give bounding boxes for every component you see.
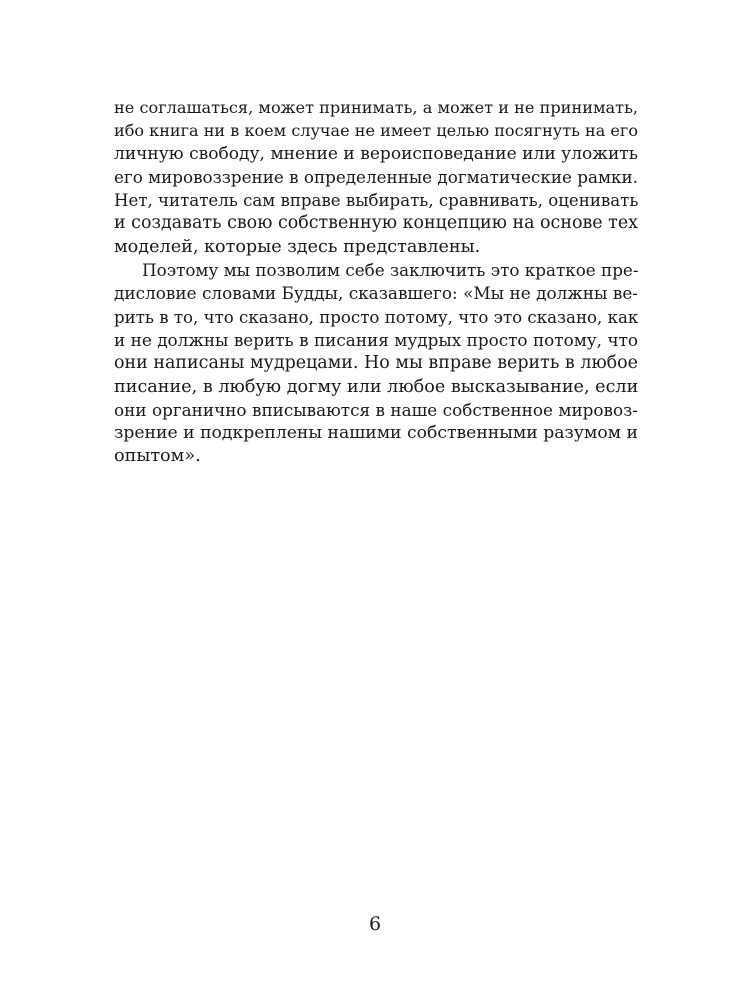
text-line: писание, в любую догму или любое высказывание, если [114, 376, 639, 397]
text-line: они написаны мудрецами. Но мы вправе верить в любое [114, 353, 638, 374]
text-line: ибо книга ни в коем случае не имеет целью посягнуть на его [114, 121, 638, 141]
paragraph-2 [114, 259, 638, 469]
page-number: 6 [368, 913, 382, 935]
text-line: Нет, читатель сам вправе выбирать, сравнивать, оценивать [114, 191, 639, 211]
text-line: Поэтому мы позволим себе заключить это краткое пре- [142, 260, 639, 281]
text-line: и не должны верить в писания мудрых просто потому, что [114, 329, 638, 350]
text-line: дисловие словами Будды, сказавшего: «Мы не должны ве- [114, 283, 638, 304]
text-line: и создавать свою собственную концепцию на основе тех [114, 213, 638, 234]
text-line: зрение и подкреплены нашими собственными разумом и [114, 423, 638, 444]
text-line: не соглашаться, может принимать, а может и не принимать, [114, 98, 638, 117]
text-line: они органично вписываются в наше собственное мировоз- [114, 399, 638, 420]
text-line: рить в то, что сказано, просто потому, что это сказано, как [114, 307, 639, 327]
text-line: моделей, которые здесь представлены. [114, 236, 481, 257]
page-body [114, 96, 638, 469]
paragraph-1 [114, 96, 638, 259]
text-line: его мировоззрение в определенные догматические рамки. [114, 166, 638, 187]
text-line: личную свободу, мнение и вероисповедание или уложить [114, 143, 638, 164]
text-line: опытом». [114, 446, 201, 467]
